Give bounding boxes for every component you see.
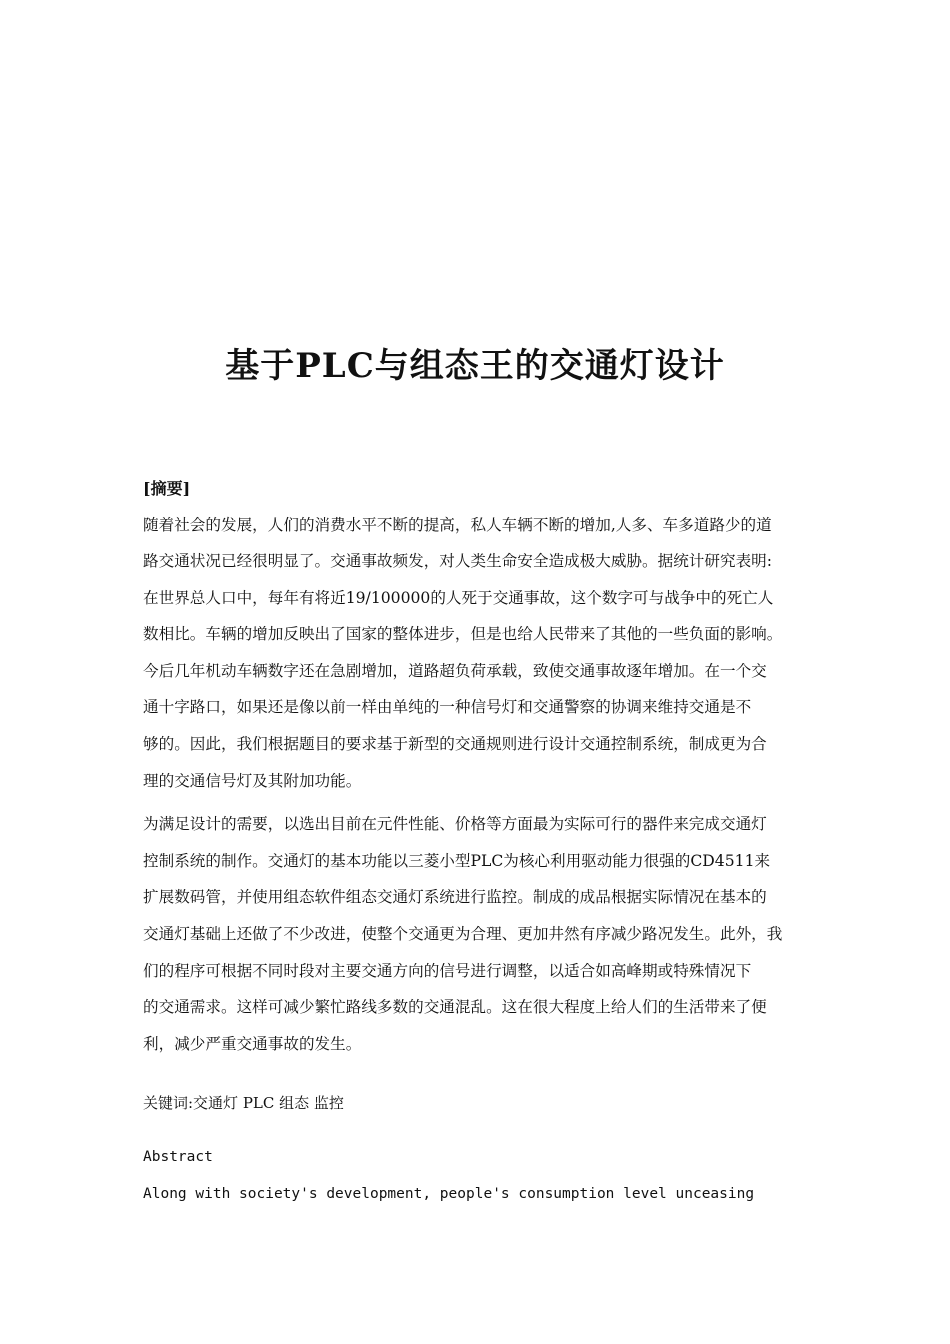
abstract-heading: [摘要] — [143, 479, 191, 498]
paragraph-line: 的交通需求。这样可减少繁忙路线多数的交通混乱。这在很大程度上给人们的生活带来了便 — [143, 998, 767, 1016]
document-title: 基于PLC与组态王的交通灯设计 — [225, 346, 725, 386]
paragraph-line: 为满足设计的需要，以选出目前在元件性能、价格等方面最为实际可行的器件来完成交通灯 — [143, 815, 767, 833]
paragraph-line: 利，减少严重交通事故的发生。 — [143, 1035, 362, 1053]
paragraph-line: 在世界总人口中，每年有将近19/100000的人死于交通事故，这个数字可与战争中的死亡人 — [143, 589, 774, 607]
paragraph-line: 够的。因此，我们根据题目的要求基于新型的交通规则进行设计交通控制系统，制成更为合 — [143, 735, 767, 753]
abstract-en-line: Along with society's development, people's consumption level unceasing — [143, 1186, 755, 1202]
paragraph-line: 理的交通信号灯及其附加功能。 — [143, 772, 362, 790]
paragraph-line: 随着社会的发展，人们的消费水平不断的提高，私人车辆不断的增加,人多、车多道路少的道 — [143, 516, 772, 534]
paragraph-line: 路交通状况已经很明显了。交通事故频发，对人类生命安全造成极大威胁。据统计研究表明: — [143, 552, 773, 570]
keywords: 关键词:交通灯 PLC 组态 监控 — [143, 1094, 344, 1112]
paragraph-line: 交通灯基础上还做了不少改进，使整个交通更为合理、更加井然有序减少路况发生。此外，我 — [143, 925, 783, 943]
paragraph-line: 们的程序可根据不同时段对主要交通方向的信号进行调整，以适合如高峰期或特殊情况下 — [143, 962, 752, 980]
paragraph-line: 数相比。车辆的增加反映出了国家的整体进步，但是也给人民带来了其他的一些负面的影响。 — [143, 625, 783, 643]
paragraph-line: 控制系统的制作。交通灯的基本功能以三菱小型PLC为核心利用驱动能力很强的CD4511来 — [143, 852, 771, 870]
paragraph-line: 扩展数码管，并使用组态软件组态交通灯系统进行监控。制成的成品根据实际情况在基本的 — [143, 888, 767, 906]
paragraph-line: 通十字路口，如果还是像以前一样由单纯的一种信号灯和交通警察的协调来维持交通是不 — [143, 698, 752, 716]
abstract-en-heading: Abstract — [143, 1149, 213, 1165]
paragraph-line: 今后几年机动车辆数字还在急剧增加，道路超负荷承载，致使交通事故逐年增加。在一个交 — [143, 662, 767, 680]
